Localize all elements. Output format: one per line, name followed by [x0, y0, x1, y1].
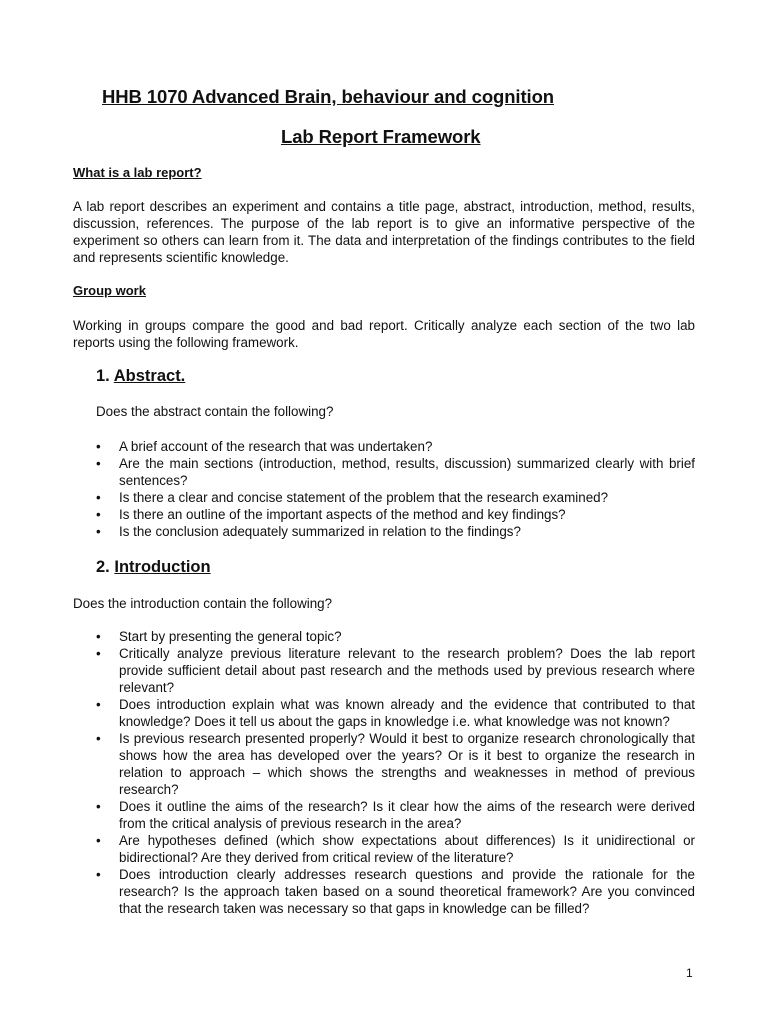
list-item: • Does it outline the aims of the research? Is it clear how the aims of the research were derived from the critical analysis of previous research in the area?	[96, 798, 695, 832]
list-item: • Is the conclusion adequately summarized in relation to the findings?	[96, 523, 695, 540]
introduction-intro: Does the introduction contain the following?	[73, 596, 333, 611]
list-item: • Does introduction explain what was known already and the evidence that contributed to that knowledge? Does it tell us about the gaps in knowledge i.e. what knowledge was not known?	[96, 696, 695, 730]
list-item: • Critically analyze previous literature relevant to the research problem? Does the lab report provide sufficient detail about past research and the methods used by previous research where relevant?	[96, 645, 695, 696]
list-item: • Are hypotheses defined (which show expectations about differences) Is it unidirectional or bidirectional? Are they derived from critical review of the literature?	[96, 832, 695, 866]
what-is-lab-report-heading: What is a lab report?	[73, 165, 202, 180]
list-item: • Does introduction clearly addresses research questions and provide the rationale for the research? Is the approach taken based on a sound theoretical framework? Are you convinced that the research taken was necessary so that gaps in knowledge can be filled?	[96, 866, 695, 917]
document-title: HHB 1070 Advanced Brain, behaviour and cognition	[102, 86, 554, 107]
abstract-section-heading	[96, 367, 185, 386]
introduction-section-heading	[96, 558, 211, 577]
abstract-bullet-list	[96, 438, 695, 540]
list-item: • Is there a clear and concise statement of the problem that the research examined?	[96, 489, 695, 506]
abstract-intro: Does the abstract contain the following?	[96, 404, 334, 419]
list-item: • Is there an outline of the important aspects of the method and key findings?	[96, 506, 695, 523]
abstract-section-number: 1.	[96, 367, 110, 385]
group-work-heading: Group work	[73, 283, 146, 298]
list-item: • A brief account of the research that was undertaken?	[96, 438, 695, 455]
introduction-section-number: 2.	[96, 558, 110, 576]
group-work-paragraph: Working in groups compare the good and bad report. Critically analyze each section of the two lab reports using the following framework.	[73, 318, 695, 350]
list-item: • Is previous research presented properly? Would it best to organize research chronologically that shows how the area has developed over the years? Or is it best to organize the research in relation to approach – which shows the strengths and weaknesses in method of previous research?	[96, 730, 695, 798]
list-item: • Are the main sections (introduction, method, results, discussion) summarized clearly with brief sentences?	[96, 455, 695, 489]
abstract-section-title: Abstract.	[113, 367, 186, 385]
document-subtitle: Lab Report Framework	[281, 126, 481, 147]
list-item: • Start by presenting the general topic?	[96, 628, 695, 645]
introduction-bullet-list	[96, 628, 695, 917]
page-number: 1	[686, 966, 693, 980]
what-is-lab-report-paragraph: A lab report describes an experiment and contains a title page, abstract, introduction, method, results, discussion, references. The purpose of the lab report is to give an informative perspective of the experiment so others can learn from it. The data and interpretation of the findings contributes to the field and represents scientific knowledge.	[73, 199, 695, 265]
introduction-section-title: Introduction	[114, 558, 211, 576]
